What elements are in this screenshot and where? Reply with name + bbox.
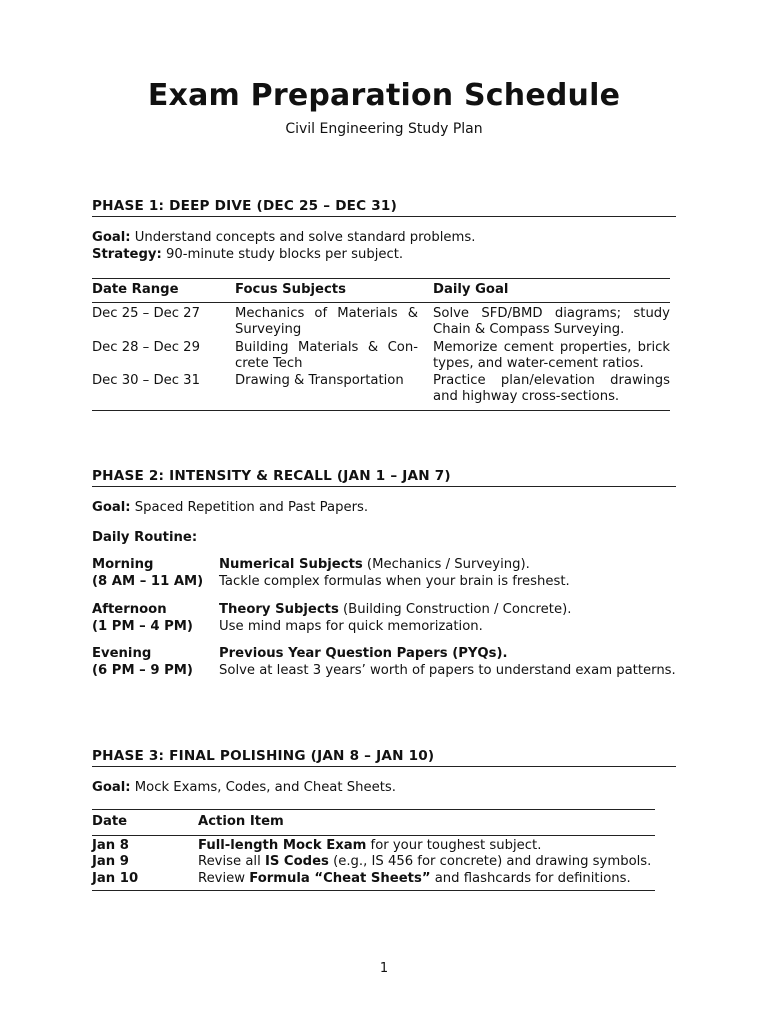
phase3-goal [92, 779, 676, 796]
daily-routine-label: Daily Routine: [92, 530, 198, 545]
routine-focus: Numerical Subjects [219, 557, 363, 572]
routine-focus: Previous Year Question Papers (PYQs). [219, 646, 508, 661]
focus-subjects-cell: Drawing & Transportation [235, 373, 404, 389]
phase2-goal-label: Goal: [92, 500, 131, 515]
page-subtitle: Civil Engineering Study Plan [285, 121, 483, 137]
phase2-goal-text: Spaced Repetition and Past Papers. [130, 500, 369, 515]
phase1-strategy-label: Strategy: [92, 247, 162, 262]
phase3-goal-label: Goal: [92, 780, 131, 795]
date-range-cell: Dec 28 – Dec 29 [92, 339, 200, 355]
table-row [92, 836, 655, 855]
phase1-strategy-text: 90-minute study blocks per subject. [161, 247, 404, 262]
routine-focus-detail: (Mechanics / Surveying). [362, 557, 530, 572]
table-row [92, 871, 655, 891]
phase1-table [92, 278, 670, 411]
phase1-heading: PHASE 1: DEEP DIVE (DEC 25 – DEC 31) [92, 198, 676, 217]
routine-focus-detail: (Building Construction / Concrete). [338, 602, 572, 617]
column-header: Daily Goal [433, 279, 670, 303]
action-item-cell: Review Formula “Cheat Sheets” and flashcards for definitions. [198, 870, 631, 886]
table-row [92, 854, 655, 870]
routine-period: Morning [92, 557, 154, 572]
table-row [92, 340, 670, 374]
date-cell: Jan 8 [92, 838, 129, 853]
page-title: Exam Preparation Schedule [147, 78, 621, 113]
table-row [92, 373, 670, 410]
phase1-goal-text: Understand concepts and solve standard problems. [130, 230, 476, 245]
column-header: Focus Subjects [235, 279, 433, 303]
routine-focus: Theory Subjects [219, 602, 339, 617]
page-number: 1 [379, 961, 389, 976]
column-header: Date [92, 810, 198, 836]
table-row [92, 303, 670, 340]
table-header-row [92, 810, 655, 836]
date-cell: Jan 10 [92, 870, 139, 886]
routine-detail: Tackle complex formulas when your brain is freshest. [219, 574, 570, 589]
routine-period: Evening [92, 646, 152, 661]
phase2-heading: PHASE 2: INTENSITY & RECALL (JAN 1 – JAN 7) [92, 468, 676, 487]
table-header-row [92, 279, 670, 303]
routine-time: (6 PM – 9 PM) [92, 663, 193, 678]
routine-time: (8 AM – 11 AM) [92, 574, 204, 589]
date-cell: Jan 9 [92, 854, 129, 870]
routine-period: Afternoon [92, 602, 167, 617]
column-header: Action Item [198, 810, 655, 836]
date-range-cell: Dec 30 – Dec 31 [92, 373, 200, 389]
phase2-goal [92, 499, 676, 516]
routine-detail: Solve at least 3 years’ worth of papers to understand exam patterns. [219, 663, 676, 678]
action-item-cell: Full-length Mock Exam for your toughest subject. [198, 838, 542, 853]
date-range-cell: Dec 25 – Dec 27 [92, 306, 200, 321]
phase1-goal [92, 229, 676, 246]
focus-subjects-cell: Mechanics of Materials & Surveying [235, 306, 418, 338]
focus-subjects-cell: Building Materials & Concrete Tech [235, 339, 418, 371]
routine-time: (1 PM – 4 PM) [92, 619, 193, 634]
column-header: Date Range [92, 279, 235, 303]
phase1-strategy [92, 246, 676, 263]
phase3-table [92, 809, 655, 891]
action-item-cell: Revise all IS Codes (e.g., IS 456 for concrete) and drawing symbols. [198, 854, 652, 870]
routine-detail: Use mind maps for quick memorization. [219, 619, 483, 634]
phase1-goal-label: Goal: [92, 230, 131, 245]
phase3-goal-text: Mock Exams, Codes, and Cheat Sheets. [130, 780, 396, 795]
daily-goal-cell: Memorize cement properties, brick types, and water-cement ratios. [433, 339, 670, 371]
daily-goal-cell: Practice plan/elevation drawings and highway cross-sections. [433, 373, 670, 405]
phase3-heading: PHASE 3: FINAL POLISHING (JAN 8 – JAN 10) [92, 748, 676, 767]
daily-goal-cell: Solve SFD/BMD diagrams; study Chain & Compass Surveying. [433, 306, 670, 338]
